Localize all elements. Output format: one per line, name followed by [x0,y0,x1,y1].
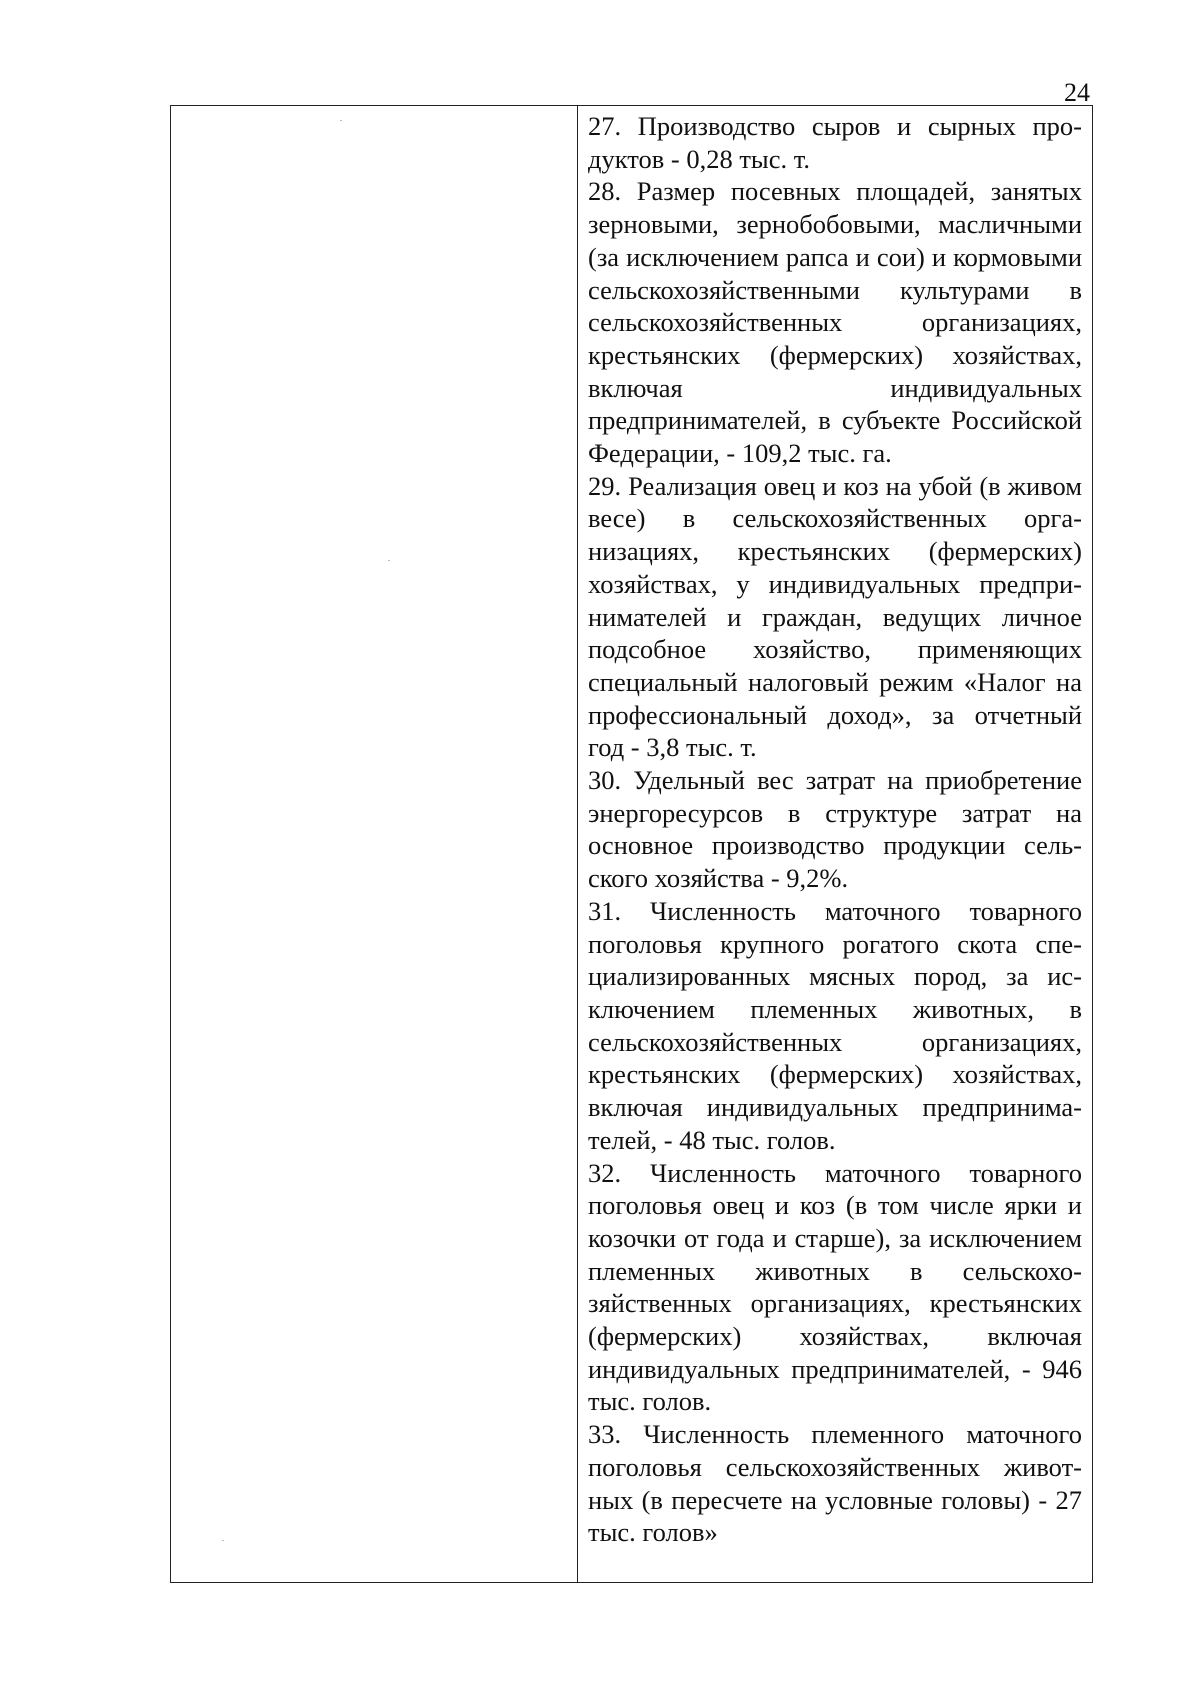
scan-speck [222,1540,224,1541]
list-item-27: 27. Производство сыров и сырных продуктов - 0,28 тыс. т. [588,111,1082,174]
document-table [170,105,1093,1583]
table-right-cell [578,106,1092,1582]
scan-speck [388,560,390,561]
list-item-32: 32. Численность маточного товарного поголовья овец и коз (в том числе ярки и козочки от года и старше), за исключением племенных животных в сельскохозяйственных организациях, крестьянских (фермерских) хозяйствах, включая индивидуальных предпринимателей, - 946 тыс. голов. [588,1157,1082,1417]
list-item-28: 28. Размер посевных площадей, занятых зерновыми, зернобобовыми, масличными (за исключением рапса и сои) и кормовыми сельскохозяйственными культурами в сельскохозяйственных организациях, крестьянских (фермерских) хозяйствах, включая индивидуальных предпринимателей, в субъекте Российской Федерации, - 109,2 тыс. га. [588,176,1082,469]
list-item-31: 31. Численность маточного товарного поголовья крупного рогатого скота специализированных мясных пород, за исключением племенных животных, в сельскохозяйственных организациях, крестьянских (фермерских) хозяйствах, включая индивидуальных предпринимателей, - 48 тыс. голов. [588,895,1082,1155]
page-number: 24 [1064,78,1090,107]
table-left-cell [171,106,578,1582]
list-item-29: 29. Реализация овец и коз на убой (в живом весе) в сельскохозяйственных организациях, крестьянских (фермерских) хозяйствах, у индивидуальных предпринимателей и граждан, ведущих личное подсобное хозяйство, применяющих специальный налоговый режим «Налог на профессиональный доход», за отчетный год - 3,8 тыс. т. [588,470,1082,763]
list-item-33: 33. Численность племенного маточного поголовья сельскохозяйственных животных (в пересчете на условные головы) - 27 тыс. голов» [588,1419,1082,1548]
list-item-30: 30. Удельный вес затрат на приобретение энергоресурсов в структуре затрат на основное производство продукции сельского хозяйства - 9,2%. [588,765,1082,894]
scan-speck [340,120,342,121]
